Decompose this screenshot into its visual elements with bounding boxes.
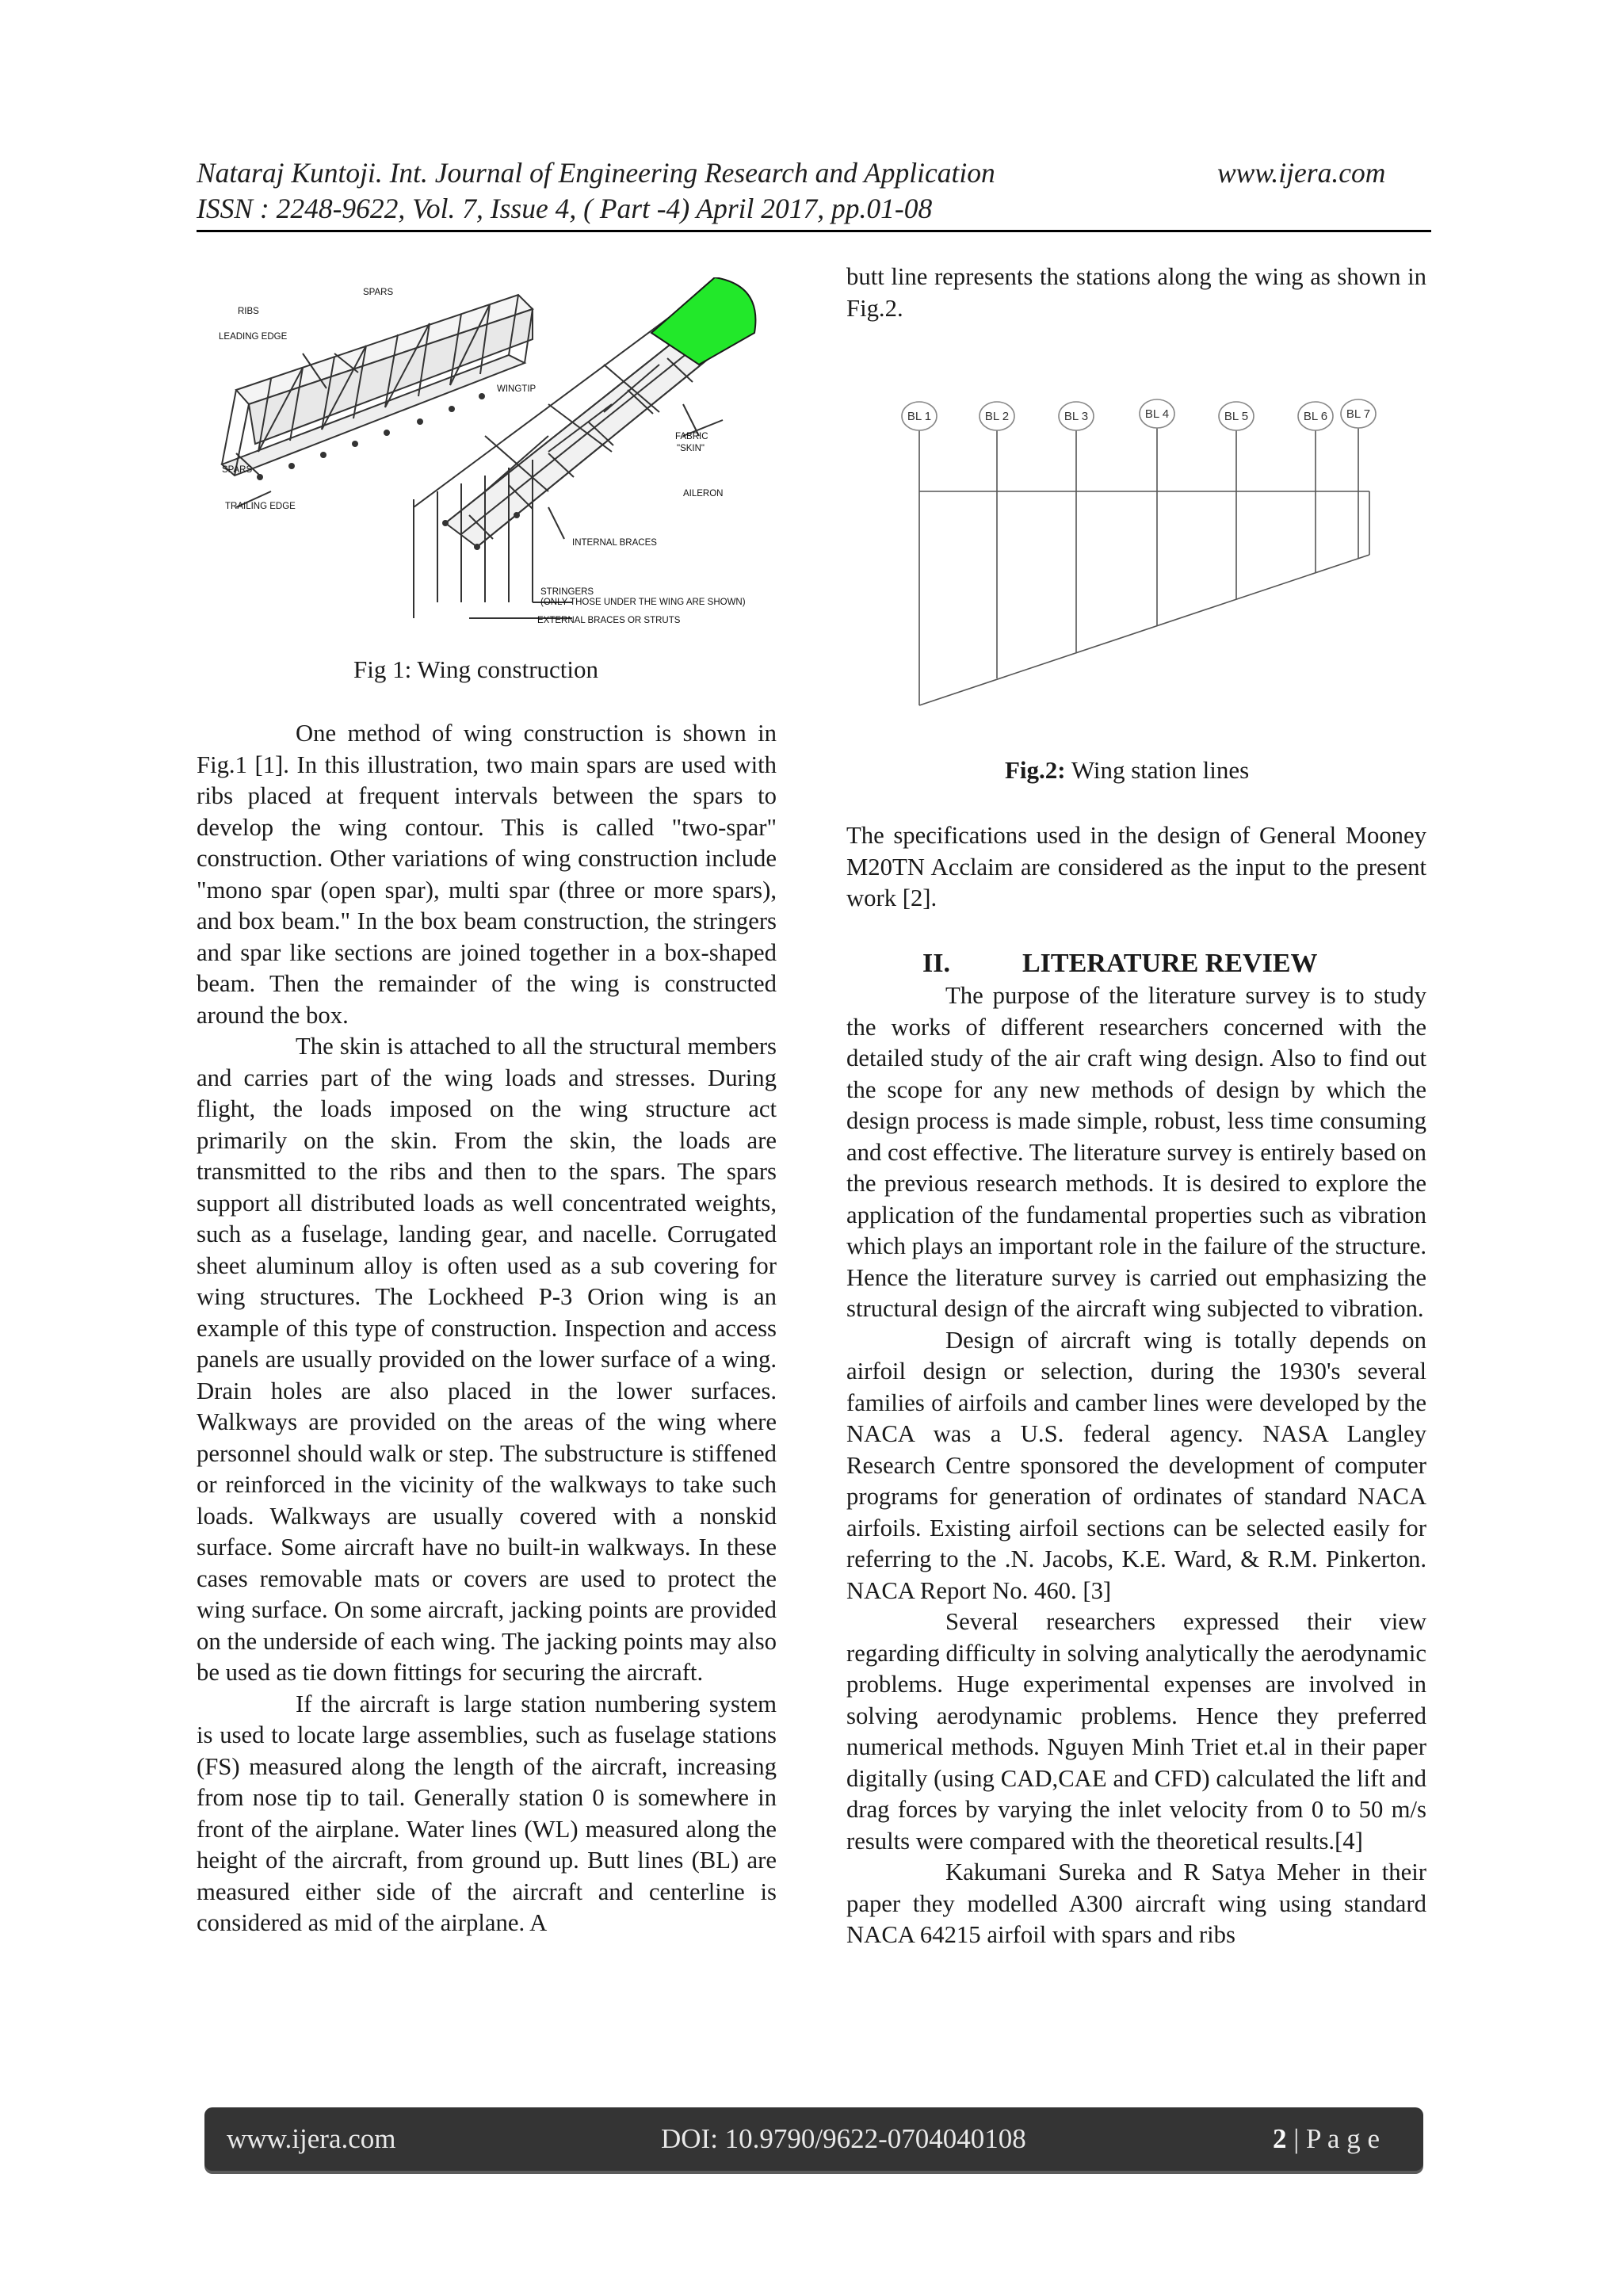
station-label-bl1: BL 1 bbox=[907, 410, 932, 423]
station-label-bl5: BL 5 bbox=[1224, 410, 1249, 423]
station-label-bl3: BL 3 bbox=[1064, 410, 1089, 423]
paragraph-purpose: The purpose of the literature survey is to study the works of different researchers concerned with the detailed study of the air craft wing design. Also to find out the scope for any new methods of design by which the design process is made simple, robust, less time consuming and cost effective. The literature survey is entirely based on the previous research methods. It is desired to explore the application of the fundamental properties such as vibration which plays an important role in the failure of the structure. Hence the literature survey is carried out emphasizing the structural design of the aircraft wing subjected to vibration. bbox=[846, 982, 1427, 1322]
page-label: | P a g e bbox=[1286, 2123, 1380, 2154]
station-label-bl4: BL 4 bbox=[1144, 407, 1170, 421]
right-column-intro bbox=[846, 262, 1426, 324]
paragraph-butt-line: butt line represents the stations along the wing as shown in Fig.2. bbox=[846, 263, 1426, 322]
paragraph-skin: The skin is attached to all the structural members and carries part of the wing loads and stresses. During flight, the loads imposed on the wing structure act primarily on the skin. From the skin, the loads are transmitted to the ribs and then to the spars. The spars support all distributed loads as well concentrated weights, such as a fuselage, landing gear, and nacelle. Corrugated sheet aluminum alloy is often used as a sub covering for wing structures. The Lockheed P-3 Orion wing is an example of this type of construction. Inspection and access panels are usually provided on the lower surface of a wing. Drain holes are also placed in the lower surfaces. Walkways are provided on the areas of the wing where personnel should walk or step. The substructure is stiffened or reinforced in the vicinity of the walkways to take such loads. Walkways are usually covered with a nonskid surface. Some aircraft have no built-in walkways. In these cases removable mats or covers are used to protect the wing surface. On some aircraft, jacking points are provided on the underside of each wing. The jacking points may also be used as tie down fittings for securing the aircraft. bbox=[197, 1033, 777, 1686]
paragraph-wing-construction: One method of wing construction is shown in Fig.1 [1]. In this illustration, two main spars are used with ribs placed at frequent intervals between the spars to develop the wing contour. This is called "two-spar" construction. Other variations of wing construction include "mono spar (open spar), multi spar (three or more spars), and box beam." In the box beam construction, the stringers and spar like sections are joined together in a box-shaped beam. Then the remainder of the wing is constructed around the box. bbox=[197, 720, 777, 1029]
fig1-label-ribs: RIBS bbox=[238, 307, 259, 316]
fig1-label-trailing-edge: TRAILING EDGE bbox=[225, 502, 296, 511]
paragraph-specifications: The specifications used in the design of General Mooney M20TN Acclaim are considered as the input to the present work [2]. bbox=[846, 822, 1426, 911]
figure-1-wing-construction bbox=[208, 277, 770, 642]
fig1-label-stringers-note: (ONLY THOSE UNDER THE WING ARE SHOWN) bbox=[540, 598, 746, 607]
footer-page-number bbox=[1273, 2107, 1380, 2171]
figure-2-caption-text: Wing station lines bbox=[1065, 756, 1250, 784]
footer-website[interactable]: www.ijera.com bbox=[227, 2123, 396, 2154]
fig1-label-aileron: AILERON bbox=[683, 489, 724, 499]
figure-1-caption: Fig 1: Wing construction bbox=[353, 655, 599, 683]
fig1-label-fabric: FABRIC bbox=[675, 432, 708, 441]
station-label-bl2: BL 2 bbox=[984, 410, 1010, 423]
page-number: 2 bbox=[1273, 2123, 1287, 2154]
right-column-spec bbox=[846, 820, 1426, 915]
paragraph-a300-wing: Kakumani Sureka and R Satya Meher in their paper they modelled A300 aircraft wing using standard NACA 64215 airfoil with spars and ribs bbox=[846, 1859, 1426, 1948]
fig1-label-external-braces: EXTERNAL BRACES OR STRUTS bbox=[537, 616, 681, 625]
fig1-label-wingtip: WINGTIP bbox=[497, 384, 537, 394]
station-label-bl6: BL 6 bbox=[1303, 410, 1328, 423]
left-column bbox=[197, 718, 777, 1939]
paragraph-airfoil-design: Design of aircraft wing is totally depends on airfoil design or selection, during the 1930's several families of airfoils and camber lines were developed by the NACA was a U.S. federal agency. NASA Langley Research Centre sponsored the development of computer programs for generation of ordinates of standard NACA airfoils. Existing airfoil sections can be selected easily for referring to the .N. Jacobs, K.E. Ward, & R.M. Pinkerton. NACA Report No. 460. [3] bbox=[846, 1326, 1426, 1604]
journal-website[interactable]: www.ijera.com bbox=[1217, 157, 1386, 189]
fig1-label-stringers: STRINGERS bbox=[540, 587, 594, 597]
header-rule bbox=[197, 230, 1431, 232]
fig1-label-spars-left: SPARS bbox=[222, 465, 253, 475]
issn-line: ISSN : 2248-9622, Vol. 7, Issue 4, ( Part -4) April 2017, pp.01-08 bbox=[197, 193, 933, 224]
footer-doi: DOI: 10.9790/9622-0704040108 bbox=[661, 2123, 1026, 2154]
figure-2-station-lines bbox=[888, 388, 1387, 713]
section-number: II. bbox=[922, 949, 950, 978]
fig1-label-skin: "SKIN" bbox=[677, 444, 705, 453]
literature-review-body bbox=[846, 980, 1426, 1951]
fig1-label-leading-edge: LEADING EDGE bbox=[219, 332, 288, 342]
figure-2-caption bbox=[1005, 755, 1249, 786]
journal-title: Nataraj Kuntoji. Int. Journal of Engineering Research and Application bbox=[197, 157, 995, 189]
figure-2-caption-label: Fig.2: bbox=[1005, 756, 1066, 784]
station-label-bl7: BL 7 bbox=[1346, 407, 1371, 421]
fig1-label-internal-braces: INTERNAL BRACES bbox=[572, 538, 657, 548]
section-title: LITERATURE REVIEW bbox=[1022, 949, 1318, 978]
paragraph-numerical-methods: Several researchers expressed their view regarding difficulty in solving analytically the aerodynamic problems. Huge experimental expenses are involved in solving aerodynamic problems. Hence they preferred numerical methods. Nguyen Minh Triet et.al in their paper digitally (using CAD,CAE and CFD) calculated the lift and drag forces by varying the inlet velocity from 0 to 50 m/s results were compared with the theoretical results.[4] bbox=[846, 1608, 1426, 1855]
fig1-label-spars-top: SPARS bbox=[363, 288, 394, 297]
paragraph-station-numbering: If the aircraft is large station numbering system is used to locate large assemblies, such as fuselage stations (FS) measured along the length of the aircraft, increasing from nose tip to tail. Generally station 0 is somewhere in front of the airplane. Water lines (WL) measured along the height of the aircraft, from ground up. Butt lines (BL) are measured either side of the aircraft and centerline is considered as mid of the airplane. A bbox=[197, 1690, 777, 1936]
